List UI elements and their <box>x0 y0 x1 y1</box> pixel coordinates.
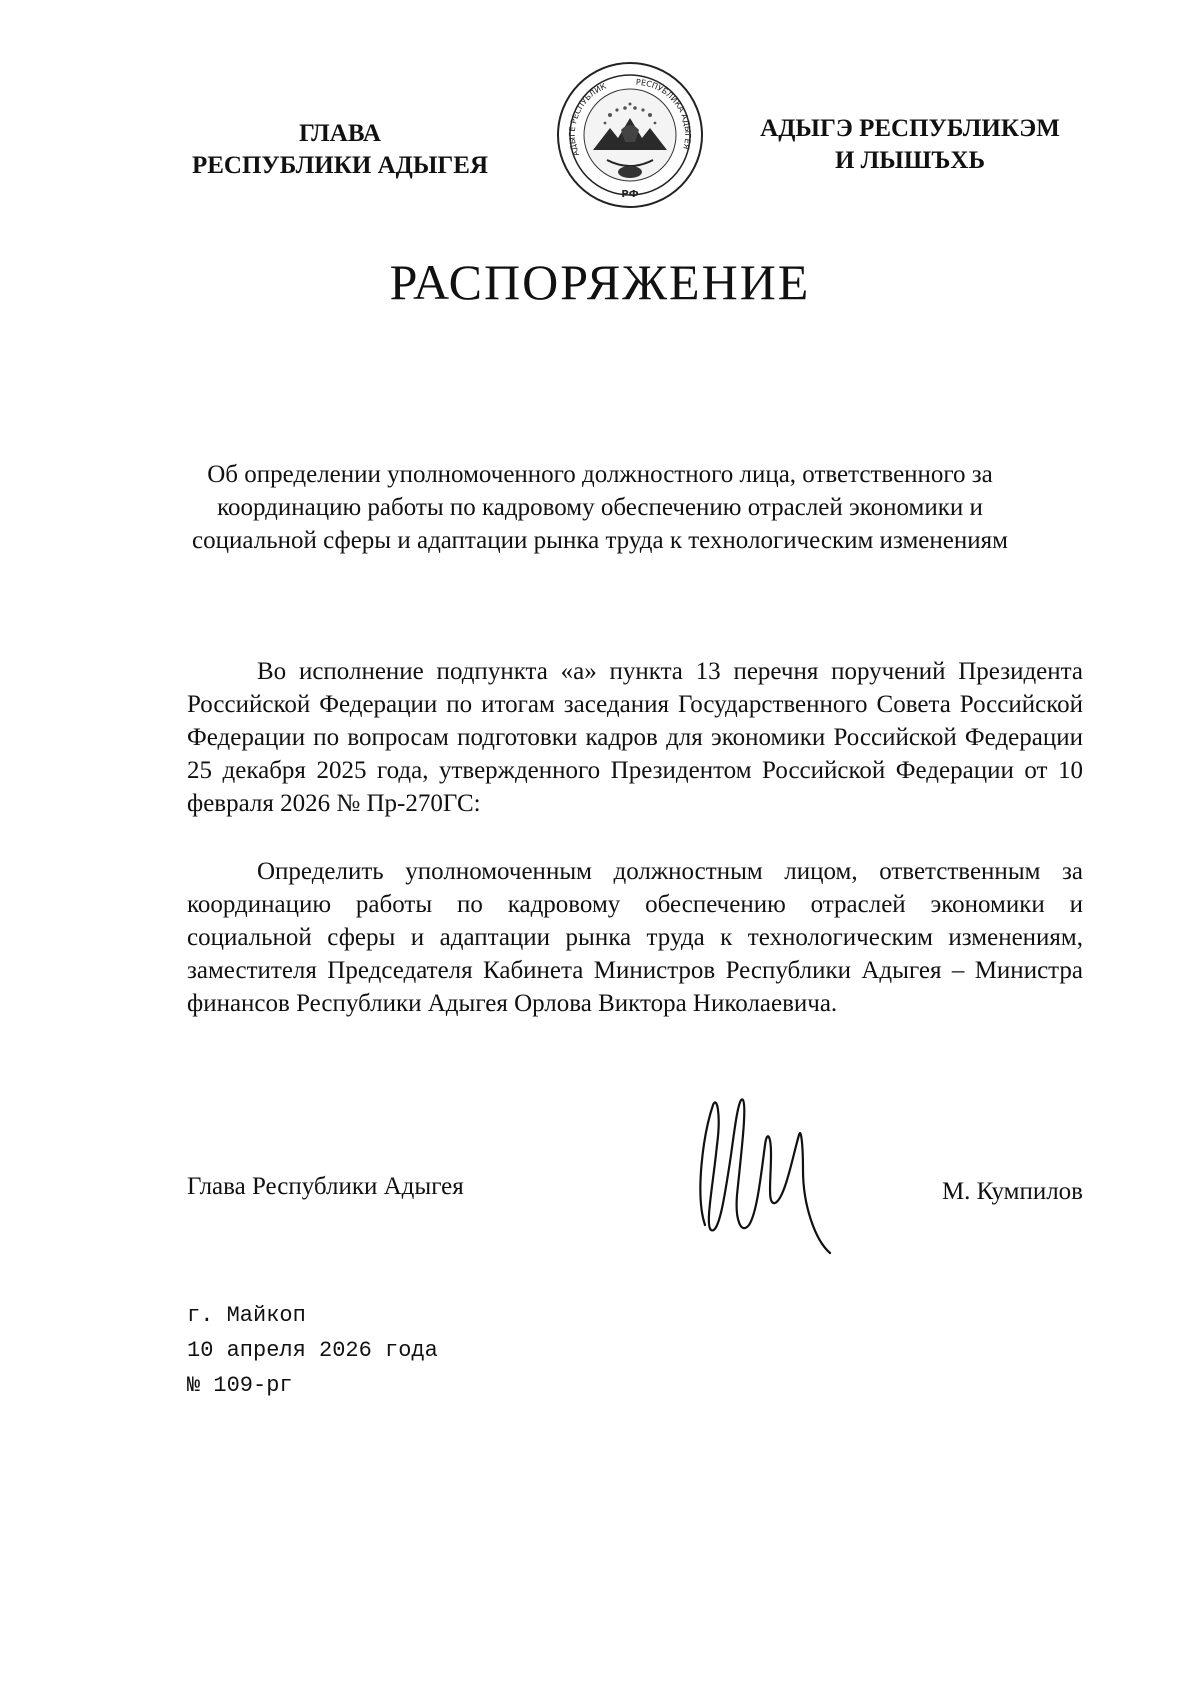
header-right-line2: И ЛЫШЪХЬ <box>834 147 986 174</box>
emblem-text-left: АДЫГЕ РЕСПУБЛИК <box>567 81 608 158</box>
republic-emblem-icon <box>555 60 705 210</box>
signatory-name: М. Кумпилов <box>941 1178 1083 1205</box>
handwritten-signature <box>675 1075 855 1260</box>
header-right <box>730 113 1090 177</box>
footer-city: г. Майкоп <box>187 1303 306 1328</box>
header-left-line2: РЕСПУБЛИКИ АДЫГЕЯ <box>191 152 489 179</box>
signatory-position: Глава Республики Адыгея <box>187 1173 464 1200</box>
body-paragraph-2: Определить уполномоченным должностным лицом, ответственным за координацию работы по кадровому обеспечению отраслей экономики и социальной сферы и адаптации рынка труда к технологическим изменениям, заместителя Председателя Кабинета Министров Республики Адыгея – Министра финансов Республики Адыгея Орлова Виктора Николаевича. <box>187 858 1083 1017</box>
document-footer <box>187 1298 438 1403</box>
header-left-line1: ГЛАВА <box>299 120 381 147</box>
document-subject: Об определении уполномоченного должностного лица, ответственного за координацию работы по кадровому обеспечению отраслей экономики и социальной сферы и адаптации рынка труда к технологическим изменениям <box>192 461 1008 554</box>
emblem-text-bottom: РФ <box>621 189 639 200</box>
document-type-title: РАСПОРЯЖЕНИЕ <box>389 254 811 310</box>
header-right-line1: АДЫГЭ РЕСПУБЛИКЭМ <box>760 115 1060 142</box>
emblem-text-right: РЕСПУБЛИКА АДЫГЕЯ <box>635 77 693 151</box>
body-paragraph-1: Во исполнение подпункта «а» пункта 13 перечня поручений Президента Российской Федерации по итогам заседания Государственного Совета Российской Федерации по вопросам подготовки кадров для экономики Российской Федерации 25 декабря 2025 года, утвержденного Президентом Российской Федерации от 10 февраля 2026 № Пр-270ГС: <box>187 658 1083 817</box>
footer-date: 10 апреля 2026 года <box>187 1338 438 1363</box>
header-left <box>140 118 540 182</box>
footer-number: № 109-рг <box>187 1373 293 1398</box>
